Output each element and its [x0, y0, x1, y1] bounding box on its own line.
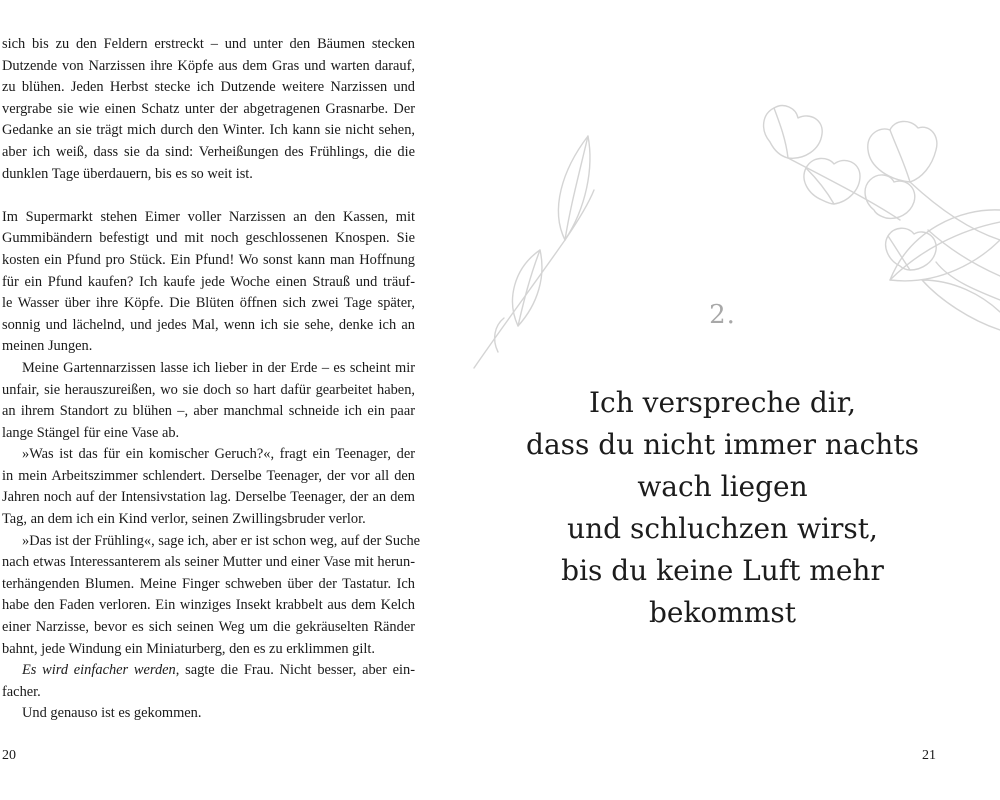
text-line: Gedanke an sie trägt mich durch den Winter. Ich kann sie nicht sehen,	[2, 122, 415, 139]
tulip-head-1	[868, 121, 937, 182]
quote-line: bis du keine Luft mehr	[561, 554, 884, 587]
text-line: vergrabe sie wie einen Schatz unter der abgetragenen Grasnarbe. Der	[2, 100, 415, 117]
quote-line: bekommst	[648, 596, 797, 629]
text-line: habe den Faden verloren. Ein winziges Insekt krabbelt aus dem Kelch	[2, 597, 415, 614]
text-fragment: , sagte die Frau. Nicht besser, aber ein-	[175, 662, 415, 679]
chapter-quote	[470, 382, 975, 634]
italic-quote: Es wird einfacher werden	[22, 662, 176, 679]
text-line: »Das ist der Frühling«, sage ich, aber er ist schon weg, auf der Suche	[22, 532, 421, 549]
text-line: kosten ein Pfund pro Stück. Ein Pfund! Wo sonst kann man Hoffnung	[2, 251, 415, 268]
text-line: zu blühen. Jeden Herbst stecke ich Dutzende weitere Narzissen und	[2, 79, 415, 96]
text-line: bahnt, jede Windung ein Miniaturberg, den es zu erklimmen gilt.	[2, 640, 375, 657]
text-line: dunklen Tage überdauern, bis es so weit ist.	[2, 165, 253, 182]
text-line: an ihrem Standort zu blühen –, aber manchmal schneide ich ein paar	[2, 403, 415, 420]
text-line: terhängenden Blumen. Meine Finger schweben über der Tastatur. Ich	[2, 575, 415, 592]
text-line	[2, 660, 415, 682]
text-line: Im Supermarkt stehen Eimer voller Narzissen an den Kassen, mit	[2, 208, 415, 225]
left-leaf-upper	[558, 136, 589, 240]
tulip-stem-3	[788, 158, 900, 220]
text-line: facher.	[2, 683, 41, 700]
tulip-stem-4	[936, 262, 1000, 300]
quote-line: und schluchzen wirst,	[567, 512, 878, 545]
text-line: Tag, an dem ich ein Kind verlor, seinen Zwillingsbruder verlor.	[2, 511, 366, 528]
tulip-head-1-petal	[890, 130, 910, 182]
page-number-left: 20	[2, 748, 16, 763]
quote-line: dass du nicht immer nachts	[526, 428, 919, 461]
text-line: aber ich weiß, dass sie da sind: Verheißungen des Frühlings, die die	[2, 143, 415, 160]
text-line: in mein Arbeitszimmer schlendert. Derselbe Teenager, der vor all den	[2, 467, 415, 484]
left-stem	[474, 190, 594, 368]
text-line: Meine Gartennarzissen lasse ich lieber in der Erde – es scheint mir	[22, 359, 415, 376]
tulip-head-2	[764, 106, 823, 159]
text-line: sonnig und lächelnd, und jedes Mal, wenn ich sie sehe, denke ich an	[2, 316, 415, 333]
right-page	[470, 0, 1000, 800]
text-line: Und genauso ist es gekommen.	[22, 705, 202, 722]
text-line: sich bis zu den Feldern erstreckt – und unter den Bäumen stecken	[2, 36, 415, 52]
text-line: meinen Jungen.	[2, 338, 93, 355]
text-line: Gummibändern befestigt und mit noch geschlossenen Knospen. Sie	[2, 230, 415, 247]
tulip-stem-2	[928, 230, 1000, 276]
tulip-illustration	[470, 90, 1000, 380]
text-line: lange Stängel für eine Vase ab.	[2, 424, 180, 441]
quote-line: wach liegen	[637, 470, 808, 503]
text-line: unfair, sie herauszureißen, wo sie doch so hart dafür gearbeitet haben,	[2, 381, 415, 398]
text-line: le Wasser über ihre Köpfe. Die Blüten öffnen sich zwei Tage später,	[2, 295, 415, 312]
body-text	[2, 34, 421, 725]
left-page	[0, 0, 470, 800]
text-line: einer Narzisse, bevor es sich seinen Weg um die gekräuselten Ränder	[2, 619, 415, 636]
paragraph-spacer	[2, 185, 415, 207]
text-line: »Was ist das für ein komischer Geruch?«, fragt ein Teenager, der	[22, 446, 415, 463]
text-line: Jahren noch auf der Intensivstation lag. Derselbe Teenager, der an dem	[2, 489, 415, 506]
text-line: Dutzende von Narzissen ihre Köpfe aus dem Gras und warten darauf,	[2, 57, 415, 74]
text-line: für ein Pfund kaufen? Ich kaufe jede Woche einen Strauß und träuf-	[2, 273, 415, 290]
page-number-right: 21	[922, 748, 936, 763]
quote-line: Ich verspreche dir,	[589, 386, 856, 419]
text-line: nach etwas Interessanterem als seiner Mutter und einer Vase mit herun-	[2, 554, 415, 571]
chapter-number: 2.	[709, 300, 736, 330]
